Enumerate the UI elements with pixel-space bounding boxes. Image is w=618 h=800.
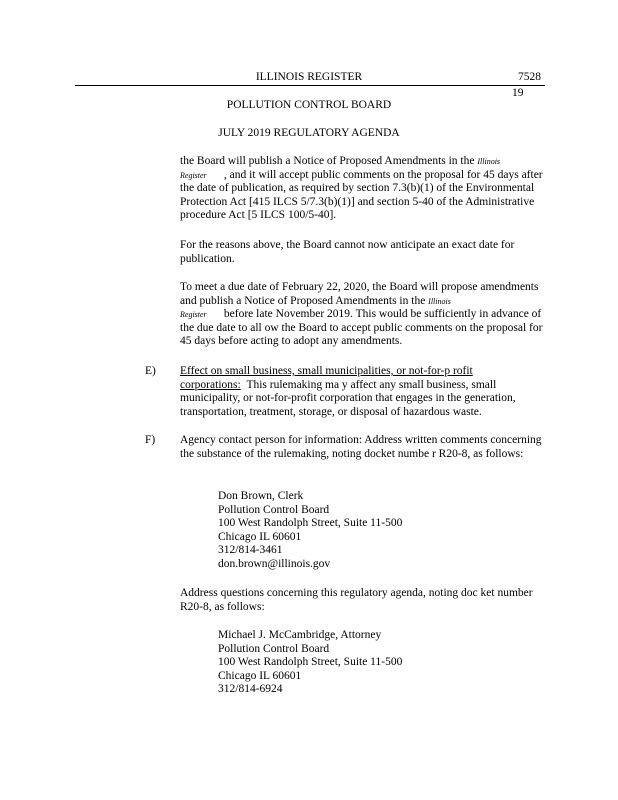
contact-line: Michael J. McCambridge, Attorney — [218, 629, 382, 641]
section-e-text: This rulemaking ma y affect any small business, small municipality, or not-for-profit corporation that engages in the generation, transportation, treatment, storage, or disposal of hazardous waste. — [180, 378, 516, 418]
contact-line: Chicago IL 60601 — [218, 530, 302, 543]
contact-block-clerk — [218, 490, 402, 571]
contact-line: 100 West Randolph Street, Suite 11-500 — [218, 656, 403, 668]
section-e-body — [180, 365, 545, 419]
contact-line: Pollution Control Board — [218, 642, 330, 655]
para1-italic-register: Register — [180, 170, 207, 180]
paragraph-due-date — [180, 281, 545, 349]
para1-italic-illinois: Illinois — [477, 157, 501, 166]
paragraph-publication — [180, 155, 545, 223]
contact-email: don.brown@illinois.gov — [218, 557, 331, 570]
para3-italic-illinois: Illinois — [428, 296, 451, 306]
board-name: POLLUTION CONTROL BOARD — [226, 99, 392, 111]
para3-italic-register: Register — [180, 310, 207, 319]
contact-line: 312/814-6924 — [218, 683, 283, 695]
section-f-intro2 — [180, 587, 545, 614]
paragraph-reasons — [180, 239, 545, 266]
contact-line: 312/814-3461 — [218, 544, 283, 556]
register-title-text: ILLINOIS REGISTER — [255, 71, 363, 83]
page-number: 7528 — [518, 71, 541, 83]
section-f-intro — [180, 434, 545, 461]
contact-line: Chicago IL 60601 — [218, 669, 302, 682]
contact-line: 100 West Randolph Street, Suite 11-500 — [218, 517, 403, 529]
para3-text-a: To meet a due date of February 22, 2020, the Board will propose amendments and publish a Notice of Proposed Amendments in the — [180, 281, 539, 307]
section-e-heading: Effect on small business, small municipalities, or not-for-p rofit corporations: — [180, 365, 473, 391]
page-sub-number: 19 — [512, 87, 524, 99]
contact-line: Pollution Control Board — [218, 503, 330, 516]
agenda-title: JULY 2019 REGULATORY AGENDA — [218, 127, 400, 139]
section-f-intro-text: Agency contact person for information: Address written comments concerning the substance of the rulemaking, noting docket numbe r R20-8, as follows: — [180, 434, 542, 460]
para3-text-b: before late November 2019. This would be sufficiently in advance of the due date to all ow the Board to accept public comments on the proposal for 45 days before acting to adopt any amendments. — [180, 308, 543, 347]
para2-text: For the reasons above, the Board cannot now anticipate an exact date for publication. — [180, 239, 515, 265]
contact-line: Don Brown, Clerk — [218, 490, 304, 502]
header-rule — [75, 85, 545, 86]
para1-text-b: , and it will accept public comments on the proposal for 45 days after the date of publication, as required by section 7.3(b)(1) of the Environmental Protection Act [415 ILCS 5/7.3(b)(1)] and section 5-40 of the Administrative procedure Act [5 ILCS 100/5-40]. — [180, 168, 543, 221]
contact-block-attorney — [218, 629, 402, 697]
section-f-label: F) — [145, 434, 156, 446]
section-f-intro2-text: Address questions concerning this regulatory agenda, noting doc ket number R20-8, as follows: — [180, 587, 533, 613]
para1-text-a: the Board will publish a Notice of Proposed Amendments in the — [180, 155, 478, 167]
section-e-label: E) — [145, 365, 156, 377]
